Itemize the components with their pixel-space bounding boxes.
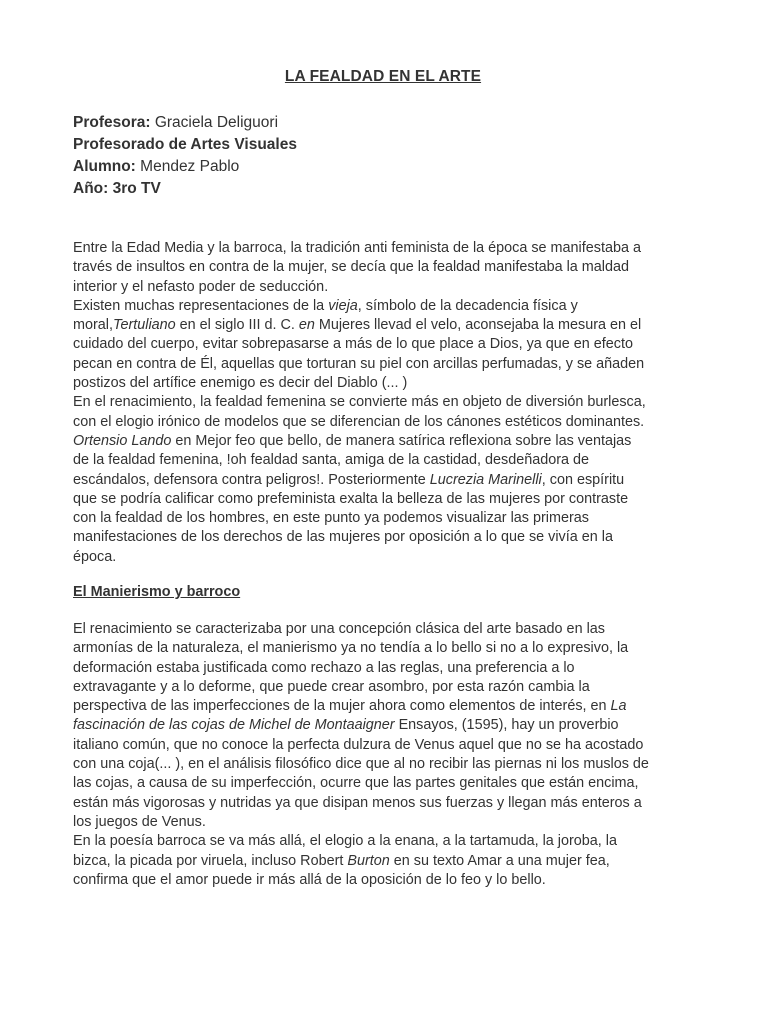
text-line: Ortensio Lando en Mejor feo que bello, de manera satírica reflexiona sobre las ventajas bbox=[73, 432, 632, 449]
text-line: Existen muchas representaciones de la vieja, símbolo de la decadencia física y bbox=[73, 297, 578, 314]
intro-text bbox=[73, 239, 698, 567]
text-line: Entre la Edad Media y la barroca, la tradición anti feminista de la época se manifestaba a bbox=[73, 240, 641, 256]
text-line: época. bbox=[73, 548, 117, 565]
text-line: fascinación de las cojas de Michel de Montaaigner Ensayos, (1595), hay un proverbio bbox=[73, 717, 619, 734]
text-line: postizos del artífice enemigo es decir del Diablo (... ) bbox=[73, 375, 408, 392]
text-line: armonías de la naturaleza, el manierismo ya no tendía a lo bello si no a lo expresivo, la bbox=[73, 640, 629, 657]
document-title: LA FEALDAD EN EL ARTE bbox=[284, 68, 482, 85]
text-line: las cojas, a causa de su imperfección, ocurre que las partes genitales que están encima, bbox=[73, 775, 639, 792]
text-line: En la poesía barroca se va más allá, el elogio a la enana, a la tartamuda, la joroba, la bbox=[73, 833, 617, 850]
year-line: Año: 3ro TV bbox=[73, 180, 161, 197]
text-line: confirma que el amor puede ir más allá de la oposición de lo feo y lo bello. bbox=[73, 871, 546, 888]
text-line: que se podría calificar como prefeminista exalta la belleza de las mujeres por contraste bbox=[73, 490, 629, 507]
program-line: Profesorado de Artes Visuales bbox=[73, 136, 297, 153]
text-line: con el elogio irónico de modelos que se diferencian de los cánones estéticos dominantes. bbox=[73, 413, 645, 430]
text-line: los juegos de Venus. bbox=[73, 813, 206, 830]
text-line: cuidado del cuerpo, evitar sobrepasarse a más de lo que place a Dios, ya que en efecto bbox=[73, 336, 633, 353]
text-line: están más vigorosas y nutridas ya que disipan menos sus fuerzas y llegan más enteros a bbox=[73, 794, 642, 811]
text-line: En el renacimiento, la fealdad femenina se convierte más en objeto de diversión burlesca, bbox=[73, 394, 646, 411]
text-line: extravagante y a lo deforme, que puede crear asombro, por esta razón cambia la bbox=[73, 678, 590, 695]
text-line: interior y el nefasto poder de seducción. bbox=[73, 278, 329, 295]
text-line: moral,Tertuliano en el siglo III d. C. en Mujeres llevad el velo, aconsejaba la mesura en el bbox=[73, 317, 642, 334]
text-line: manifestaciones de los derechos de las mujeres por oposición a lo que se vivía en la bbox=[73, 529, 613, 546]
teacher-line: Profesora: Graciela Deliguori bbox=[73, 114, 279, 131]
student-line: Alumno: Mendez Pablo bbox=[73, 158, 240, 175]
section-text bbox=[73, 620, 698, 890]
text-line: de la fealdad femenina, !oh fealdad santa, amiga de la castidad, desdeñadora de bbox=[73, 452, 590, 469]
text-line: través de insultos en contra de la mujer, se decía que la fealdad manifestaba la maldad bbox=[73, 259, 629, 276]
text-line: italiano común, que no conoce la perfecta dulzura de Venus aquel que no se ha acostado bbox=[73, 736, 644, 753]
section-heading: El Manierismo y barroco bbox=[73, 584, 241, 600]
text-line: bizca, la picada por viruela, incluso Robert Burton en su texto Amar a una mujer fea, bbox=[73, 852, 610, 869]
text-line: deformación estaba justificada como rechazo a las reglas, una preferencia a lo bbox=[73, 659, 575, 676]
text-line: perspectiva de las imperfecciones de la mujer ahora como elementos de interés, en La bbox=[73, 698, 627, 715]
document-header-info bbox=[73, 112, 297, 200]
text-line: El renacimiento se caracterizaba por una concepción clásica del arte basado en las bbox=[73, 621, 605, 637]
text-line: con una coja(... ), en el análisis filosófico dice que al no recibir las piernas ni los muslos de bbox=[73, 756, 649, 773]
text-line: escándalos, defensora contra peligros!. Posteriormente Lucrezia Marinelli, con espíritu bbox=[73, 471, 625, 488]
text-line: con la fealdad de los hombres, en este punto ya podemos visualizar las primeras bbox=[73, 510, 589, 527]
text-line: pecan en contra de Él, aquellas que torturan su piel con arcillas perfumadas, y se añaden bbox=[73, 355, 645, 372]
